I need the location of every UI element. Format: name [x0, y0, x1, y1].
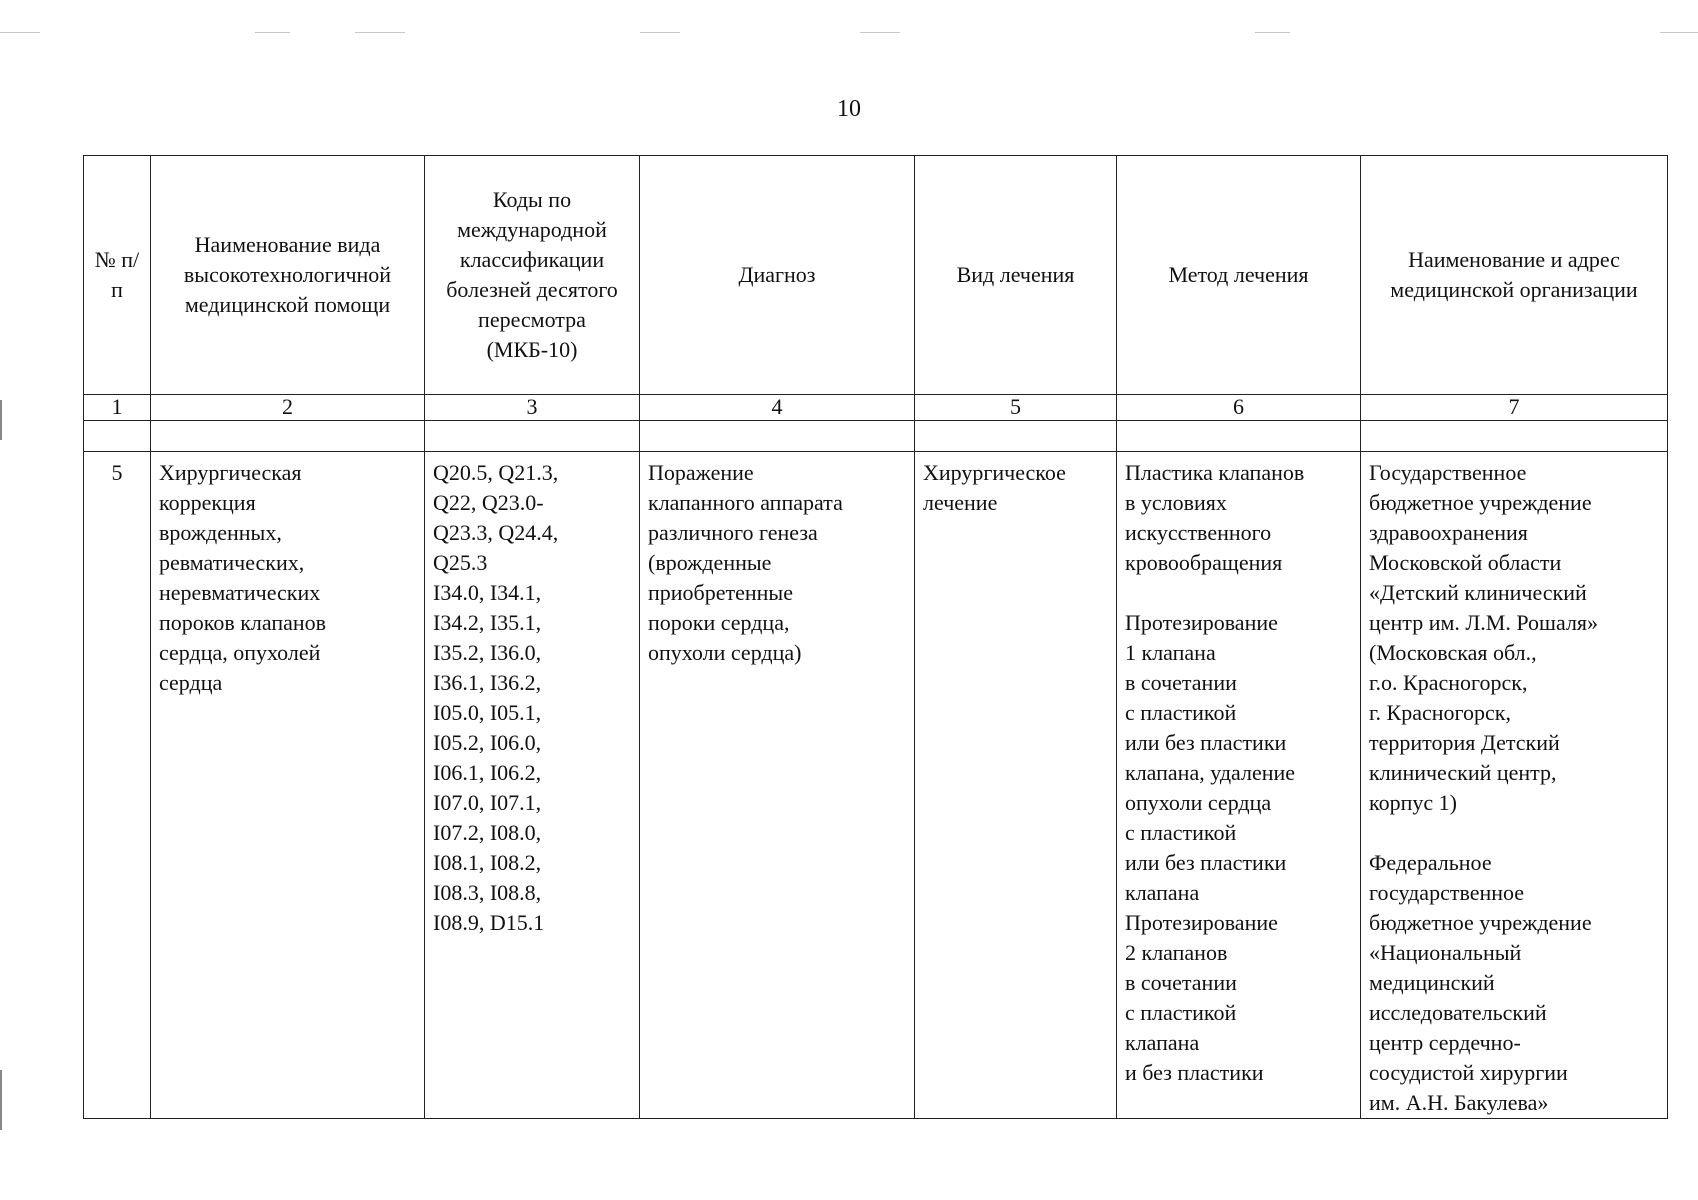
cell-text-line: Протезирование: [1125, 610, 1278, 635]
cell-text-line: центр им. Л.М. Рошаля»: [1369, 610, 1599, 635]
empty-cell: [84, 421, 151, 452]
cell-text-line: сердца, опухолей: [159, 640, 321, 665]
cell-text-line: Q20.5, Q21.3,: [433, 460, 559, 485]
scan-artifact-line: [860, 32, 900, 33]
icd-codes-cell: [425, 452, 640, 1119]
cell-text-line: Q23.3, Q24.4,: [433, 520, 559, 545]
header-treatment-method: Метод лечения: [1117, 156, 1361, 395]
cell-text-line: I07.0, I07.1,: [433, 790, 542, 815]
cell-text-line: (врожденные: [648, 550, 772, 575]
empty-cell: [1361, 421, 1668, 452]
organization-cell: [1361, 452, 1668, 1119]
cell-text-line: Поражение: [648, 460, 754, 485]
cell-text-line: неревматических: [159, 580, 321, 605]
cell-text-line: центр сердечно-: [1369, 1030, 1521, 1055]
cell-text-line: 1 клапана: [1125, 640, 1216, 665]
cell-text-line: пороки сердца,: [648, 610, 790, 635]
cell-text-line: приобретенные: [648, 580, 793, 605]
cell-text-line: I05.2, I06.0,: [433, 730, 542, 755]
cell-text-line: клапанного аппарата: [648, 490, 843, 515]
cell-text-line: с пластикой: [1125, 1000, 1237, 1025]
cell-text-line: «Детский клинический: [1369, 580, 1587, 605]
paragraph-gap: [1125, 578, 1352, 608]
cell-text-line: г.о. Красногорск,: [1369, 670, 1528, 695]
scan-artifact-line: [255, 32, 290, 33]
cell-text-line: исследовательский: [1369, 1000, 1547, 1025]
column-number: 6: [1117, 395, 1361, 421]
cell-text-line: пороков клапанов: [159, 610, 327, 635]
diagnosis-cell: [640, 452, 915, 1119]
cell-text-line: с пластикой: [1125, 820, 1237, 845]
page-number: 10: [837, 96, 861, 122]
cell-text-line: здравоохранения: [1369, 520, 1528, 545]
empty-cell: [151, 421, 425, 452]
cell-text-line: клапана: [1125, 880, 1200, 905]
cell-text-line: Хирургическое: [923, 460, 1066, 485]
cell-text-line: I07.2, I08.0,: [433, 820, 542, 845]
cell-text-line: бюджетное учреждение: [1369, 910, 1592, 935]
cell-text-line: I08.3, I08.8,: [433, 880, 542, 905]
header-organization: Наименование и адрес медицинской организации: [1361, 156, 1668, 395]
header-icd-codes: Коды по международной классификации болезней десятого пересмотра (МКБ-10): [425, 156, 640, 395]
cell-text-line: Q22, Q23.0-: [433, 490, 544, 515]
scan-artifact-line: [1255, 32, 1290, 33]
cell-text-line: I36.1, I36.2,: [433, 670, 542, 695]
cell-text-line: Q25.3: [433, 550, 488, 575]
header-diagnosis: Диагноз: [640, 156, 915, 395]
cell-text-line: искусственного: [1125, 520, 1272, 545]
column-number: 2: [151, 395, 425, 421]
cell-text-line: I05.0, I05.1,: [433, 700, 542, 725]
cell-text-line: корпус 1): [1369, 790, 1457, 815]
cell-text-line: I34.0, I34.1,: [433, 580, 542, 605]
empty-row: [84, 421, 1668, 452]
cell-text-line: лечение: [923, 490, 998, 515]
cell-text-line: I35.2, I36.0,: [433, 640, 542, 665]
scan-edge-mark: [0, 1070, 2, 1130]
vmp-table: [83, 155, 1668, 1119]
scan-artifact-line: [0, 32, 40, 33]
cell-text-line: Пластика клапанов: [1125, 460, 1305, 485]
cell-text-line: в сочетании: [1125, 670, 1237, 695]
cell-text-line: в сочетании: [1125, 970, 1237, 995]
column-number-row: [84, 395, 1668, 421]
empty-cell: [640, 421, 915, 452]
cell-text-line: 2 клапанов: [1125, 940, 1228, 965]
cell-text-line: Государственное: [1369, 460, 1527, 485]
cell-text-line: территория Детский: [1369, 730, 1560, 755]
cell-text-line: Московской области: [1369, 550, 1562, 575]
cell-text-line: бюджетное учреждение: [1369, 490, 1592, 515]
cell-text-line: или без пластики: [1125, 850, 1287, 875]
cell-text-line: опухоли сердца: [1125, 790, 1272, 815]
table-row: [84, 452, 1668, 1119]
cell-text-line: ревматических,: [159, 550, 305, 575]
cell-text-line: Протезирование: [1125, 910, 1278, 935]
header-vmp-name: Наименование вида высокотехнологичной медицинской помощи: [151, 156, 425, 395]
cell-text-line: государственное: [1369, 880, 1525, 905]
cell-text-line: коррекция: [159, 490, 256, 515]
column-number: 7: [1361, 395, 1668, 421]
cell-text-line: Хирургическая: [159, 460, 302, 485]
scan-edge-mark: [0, 400, 2, 440]
cell-text-line: клапана, удаление: [1125, 760, 1296, 785]
cell-text-line: «Национальный: [1369, 940, 1522, 965]
empty-cell: [425, 421, 640, 452]
cell-text-line: клапана: [1125, 1030, 1200, 1055]
cell-text-line: врожденных,: [159, 520, 282, 545]
empty-cell: [915, 421, 1117, 452]
treatment-type-cell: [915, 452, 1117, 1119]
cell-text-line: I06.1, I06.2,: [433, 760, 542, 785]
cell-text-line: кровообращения: [1125, 550, 1283, 575]
cell-text-line: Федеральное: [1369, 850, 1492, 875]
scan-artifact-line: [640, 32, 680, 33]
cell-text-line: I08.9, D15.1: [433, 910, 545, 935]
cell-text-line: I08.1, I08.2,: [433, 850, 542, 875]
vmp-name-cell: [151, 452, 425, 1119]
cell-text-line: или без пластики: [1125, 730, 1287, 755]
cell-text-line: опухоли сердца): [648, 640, 802, 665]
cell-text-line: I34.2, I35.1,: [433, 610, 542, 635]
column-number: 4: [640, 395, 915, 421]
cell-text-line: различного генеза: [648, 520, 818, 545]
scan-artifact-line: [355, 32, 405, 33]
empty-cell: [1117, 421, 1361, 452]
column-number: 5: [915, 395, 1117, 421]
row-number: 5: [84, 452, 151, 1119]
cell-text-line: г. Красногорск,: [1369, 700, 1511, 725]
treatment-method-cell: [1117, 452, 1361, 1119]
cell-text-line: клинический центр,: [1369, 760, 1557, 785]
paragraph-gap: [1369, 818, 1659, 848]
header-number: № п/п: [84, 156, 151, 395]
cell-text-line: и без пластики: [1125, 1060, 1264, 1085]
cell-text-line: сердца: [159, 670, 223, 695]
cell-text-line: с пластикой: [1125, 700, 1237, 725]
cell-text-line: медицинский: [1369, 970, 1495, 995]
cell-text-line: в условиях: [1125, 490, 1227, 515]
header-treatment-type: Вид лечения: [915, 156, 1117, 395]
column-number: 3: [425, 395, 640, 421]
cell-text-line: (Московская обл.,: [1369, 640, 1537, 665]
column-number: 1: [84, 395, 151, 421]
header-row: [84, 156, 1668, 395]
scan-artifact-line: [1660, 32, 1698, 33]
cell-text-line: им. А.Н. Бакулева»: [1369, 1090, 1549, 1115]
cell-text-line: сосудистой хирургии: [1369, 1060, 1568, 1085]
